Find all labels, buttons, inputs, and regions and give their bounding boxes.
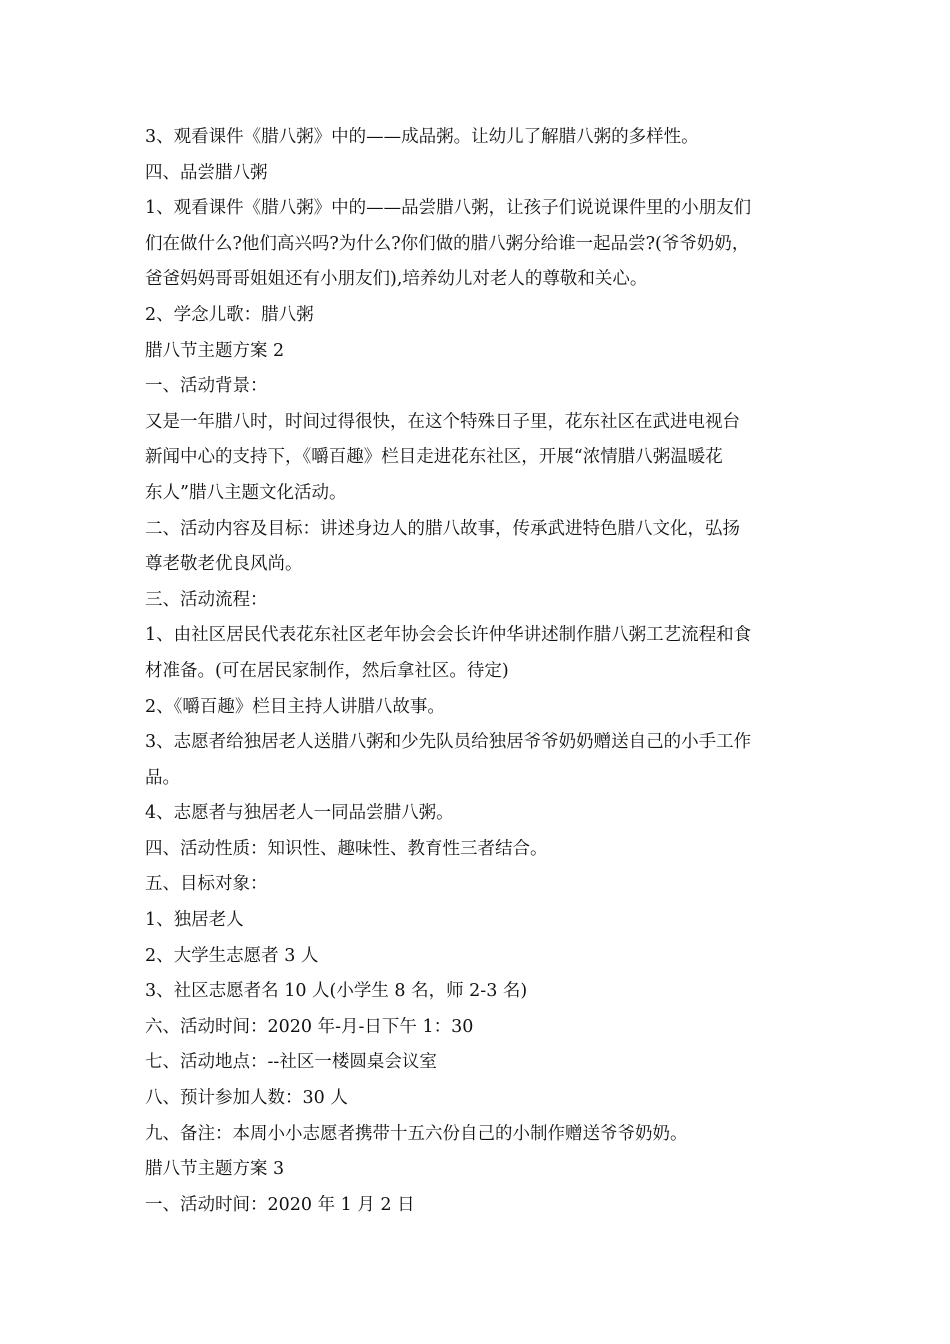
paragraph: [145, 725, 810, 796]
paragraph: [145, 690, 810, 726]
text-line: 1、由社区居民代表花东社区老年协会会长许仲华讲述制作腊八粥工艺流程和食: [145, 625, 752, 646]
text-line: 腊八节主题方案 3: [145, 1159, 285, 1180]
paragraph: [145, 939, 810, 975]
paragraph: [145, 583, 810, 619]
paragraph: [145, 903, 810, 939]
text-line: 们在做什么?他们高兴吗?为什么?你们做的腊八粥分给谁一起品尝?(爷爷奶奶，: [145, 233, 750, 254]
paragraph: [145, 1081, 810, 1117]
paragraph: [145, 832, 810, 868]
text-line: 六、活动时间：2020 年-月-日下午 1：30: [145, 1016, 474, 1037]
document-body: [145, 120, 810, 1223]
text-line: 三、活动流程：: [145, 589, 268, 610]
text-line: 尊老敬老优良风尚。: [145, 554, 303, 575]
text-line: 1、观看课件《腊八粥》中的——品尝腊八粥，让孩子们说说课件里的小朋友们: [145, 198, 752, 219]
paragraph: [145, 405, 810, 512]
text-line: 3、观看课件《腊八粥》中的——成品粥。让幼儿了解腊八粥的多样性。: [145, 127, 699, 147]
paragraph: [145, 1117, 810, 1153]
paragraph: [145, 120, 810, 156]
text-line: 四、品尝腊八粥: [145, 162, 268, 183]
text-line: 二、活动内容及目标：讲述身边人的腊八故事，传承武进特色腊八文化，弘扬: [145, 518, 740, 539]
text-line: 新闻中心的支持下，《嚼百趣》栏目走进花东社区，开展“浓情腊八粥温暖花: [145, 447, 723, 468]
paragraph: [145, 156, 810, 192]
text-line: 爸爸妈妈哥哥姐姐还有小朋友们),培养幼儿对老人的尊敬和关心。: [145, 269, 648, 290]
paragraph: [145, 618, 810, 689]
text-line: 1、独居老人: [145, 910, 244, 931]
text-line: 四、活动性质：知识性、趣味性、教育性三者结合。: [145, 838, 548, 859]
paragraph: [145, 369, 810, 405]
paragraph: [145, 191, 810, 298]
paragraph: [145, 867, 810, 903]
paragraph: [145, 334, 810, 370]
text-line: 3、志愿者给独居老人送腊八粥和少先队员给独居爷爷奶奶赠送自己的小手工作: [145, 732, 752, 753]
paragraph: [145, 974, 810, 1010]
paragraph: [145, 796, 810, 832]
text-line: 九、备注：本周小小志愿者携带十五六份自己的小制作赠送爷爷奶奶。: [145, 1123, 688, 1144]
text-line: 七、活动地点：--社区一楼圆桌会议室: [145, 1052, 437, 1073]
paragraph: [145, 1188, 810, 1224]
text-line: 东人”腊八主题文化活动。: [145, 482, 347, 503]
text-line: 4、志愿者与独居老人一同品尝腊八粥。: [145, 803, 454, 824]
text-line: 八、预计参加人数：30 人: [145, 1088, 348, 1109]
text-line: 2、学念儿歌：腊八粥: [145, 304, 314, 325]
paragraph: [145, 1152, 810, 1188]
paragraph: [145, 512, 810, 583]
text-line: 2、大学生志愿者 3 人: [145, 945, 319, 966]
text-line: 材准备。(可在居民家制作，然后拿社区。待定): [145, 660, 509, 681]
paragraph: [145, 1010, 810, 1046]
paragraph: [145, 298, 810, 334]
text-line: 腊八节主题方案 2: [145, 340, 285, 361]
text-line: 2、《嚼百趣》栏目主持人讲腊八故事。: [145, 696, 445, 717]
paragraph: [145, 1045, 810, 1081]
text-line: 又是一年腊八时，时间过得很快，在这个特殊日子里，花东社区在武进电视台: [145, 411, 740, 432]
text-line: 3、社区志愿者名 10 人(小学生 8 名，师 2-3 名): [145, 981, 528, 1002]
text-line: 品。: [145, 767, 180, 788]
text-line: 一、活动时间：2020 年 1 月 2 日: [145, 1194, 415, 1215]
text-line: 一、活动背景：: [145, 376, 268, 397]
text-line: 五、目标对象：: [145, 874, 268, 895]
